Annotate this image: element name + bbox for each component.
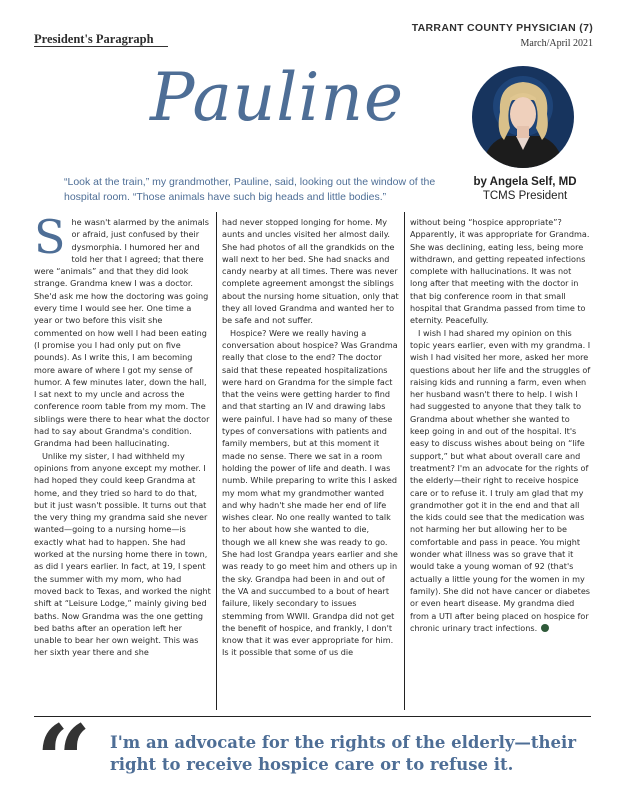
paragraph: without being “hospice appropriate”? Apparently, it was appropriate for Grandma. She was declining, eating less, being more withdrawn, and getting repeated infections complete with hallucinations. It was not long after that meeting with the doctor in that big conference room in that small hospital that Grandma passed from time to eternity. Peacefully. — [410, 217, 590, 326]
intro-quote: “Look at the train,” my grandmother, Pauline, said, looking out the window of the hospital room. “Those animals have such big heads and little bodies.” — [64, 176, 436, 203]
quote-mark-icon: “ — [36, 704, 92, 808]
paragraph: had never stopped longing for home. My aunts and uncles visited her almost daily. She had photos of all the grandkids on the wall next to her bed. She had snacks and candy nearby at all times. There was never complete agreement amongst the siblings about the nursing home situation, only that they all loved Grandma and wanted her to be safe and not suffer. — [222, 217, 399, 326]
publication-name: TARRANT COUNTY PHYSICIAN (7) — [411, 22, 593, 34]
article-title: Pauline — [150, 59, 405, 136]
paragraph: Unlike my sister, I had withheld my opinions from anyone except my mother. I had hoped they could keep Grandma at home, and they tried so hard to do that, but it just wasn't possible. It turns out that the very thing my grandma said she never wanted—going to a nursing home—is exactly what had to happen. She had worked at the nursing home there in town, as did I years earlier. In fact, at 19, I spent the summer with my mom, who had moved back to Texas, and worked the night shift at “Leisure Lodge,” mainly giving bed baths. Now Grandma was the one getting bed baths after an operation left her unable to bear her own weight. This was her sixth year there and she — [34, 450, 211, 658]
author-photo — [472, 66, 574, 168]
paragraph: Hospice? Were we really having a conversation about hospice? Was Grandma really that close to the end? The doctor said that these repeated hospitalizations were hard on Grandma for the simple fact that the veins were getting harder to find and that starting an IV and drawing labs were painful. I have had so many of these types of conversations with patients and family members, but at this moment it made no sense. There we sat in a room holding the power of life and death. I was numb. While preparing to write this I asked my mom what my grandmother wanted and why hadn't she made her end of life wishes clear. No one really wanted to talk to her about how she wanted to die, though we all knew she was ready to go. She had lost Grandpa years earlier and she was ready to go meet him and others up in the sky. Grandpa had been in and out of the VA and succumbed to a bout of heart failure, likely secondary to issues stemming from WWII. Grandpa did not get the benefit of hospice, and frankly, I don't know that it was ever appropriate for him. Is it possible that some of us die — [222, 327, 398, 658]
section-label: President's Paragraph — [34, 32, 168, 47]
author-byline: by Angela Self, MD — [473, 176, 577, 188]
issue-date: March/April 2021 — [520, 38, 593, 49]
end-of-article-icon — [541, 624, 549, 632]
pull-quote-rule — [34, 716, 591, 717]
author-role: TCMS President — [482, 190, 568, 202]
drop-cap: S — [34, 216, 66, 264]
paragraph: I wish I had shared my opinion on this topic years earlier, even with my grandma. I wish I had visited her more, asked her more questions about her life and the struggles of raising kids and running a farm, even when her husband wasn't there to help. I wish I had suggested to anyone that they talk to Grandma about whether she wanted to keep going in and out of the hospital. It's easy to discuss wishes about being on “life support,” but what about overall care and treatment? I'm an advocate for the rights of the elderly—their right to receive hospice care or to refuse it. I truly am glad that my grandmother got it in the end and that all the kids could see that the medication was not harming her but allowing her to be comfortable and pass in peace. You might wonder what illness was so grave that it would take a young woman of 92 (that's actually a little young for the women in my family). She did not have cancer or diabetes or even heart disease. My grandma died from a UTI after being placed on hospice for chronic urinary tract infections. — [410, 327, 591, 633]
pull-quote: I'm an advocate for the rights of the elderly—their right to receive hospice care or to refuse it. — [110, 733, 577, 774]
paragraph: She wasn't alarmed by the animals or afraid, just confused by their dysmorphia. I humored her and told her that I agreed; that there were “animals” and that they did look strange. Grandma knew I was a doctor. She'd ask me how the doctoring was going every time I would see her. One time a year or two before this visit she commented on how well I had been eating (I promise you I had only put on five pounds). As I write this, I am becoming more aware of where I got my sense of humor. A few minutes later, down the hall, I sat next to my uncle and across the conference room table from my mom. The siblings were there to hear what the doctor had to say about Grandma's condition. Grandma had been hallucinating. — [34, 216, 210, 449]
article-column-3 — [410, 216, 591, 712]
article-column-2 — [222, 216, 399, 712]
column-divider — [404, 212, 405, 710]
article-column-1 — [34, 216, 211, 712]
column-divider — [216, 212, 217, 710]
